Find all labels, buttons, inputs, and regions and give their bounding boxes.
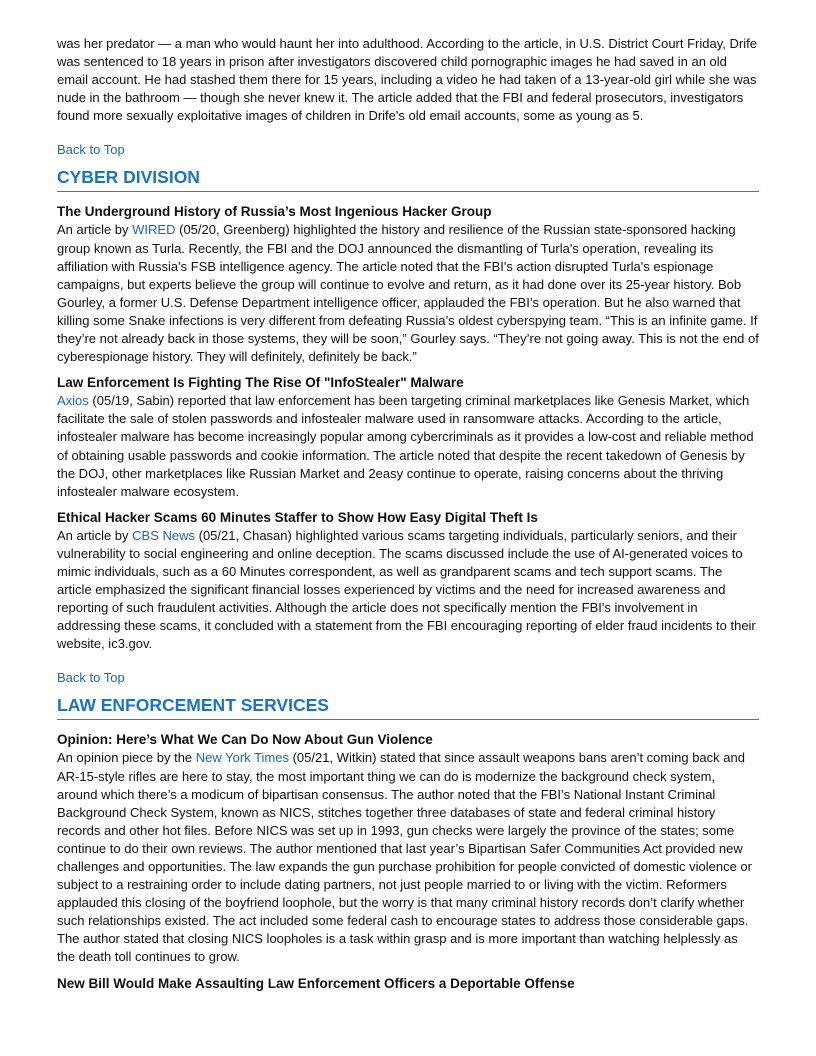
article-text: (05/20, Greenberg) highlighted the history and resilience of the Russian state-sponsored hacking group known as Turla. Recently, the FBI and the DOJ announced the dismantling of Turla's operation, revealing its affiliation with Russia's FSB intelligence agency. The article noted that the FBI's action disrupted Turla's espionage campaigns, but experts believe the group will continue to evolve and return, as it had done over its 25-year history. Bob Gourley, a former U.S. Defense Department intelligence officer, applauded the FBI’s operation. But he also warned that killing some Snake infections is very different from defeating Russia’s oldest cyberspying team. “This is an infinite game. If they’re not already back in those systems, they will be soon,” Gourley says. “They’re not going away. This is not the end of cyberespionage history. They will definitely, definitely be back.”	[57, 222, 759, 365]
article-infostealer	[57, 374, 759, 501]
back-to-top-link[interactable]: Back to Top	[57, 670, 125, 686]
source-link-new-york-times[interactable]: New York Times	[195, 750, 289, 766]
article-headline: Ethical Hacker Scams 60 Minutes Staffer to Show How Easy Digital Theft Is	[57, 509, 538, 525]
article-headline: The Underground History of Russia’s Most Ingenious Hacker Group	[57, 204, 492, 220]
source-link-cbs-news[interactable]: CBS News	[132, 527, 196, 543]
article-body	[57, 527, 759, 654]
article-text: (05/19, Sabin) reported that law enforcement has been targeting criminal marketplaces like Genesis Market, which facilitate the sale of stolen passwords and infostealer malware used in ransomware attacks. According to the article, infostealer malware has become increasingly popular among cybercriminals as it provides a low-cost and reliable method of obtaining usable passwords and cookie information. The article noted that despite the recent takedown of Genesis by the DOJ, other marketplaces like Russian Market and 2easy continue to operate, raising concerns about the thriving infostealer malware ecosystem.	[57, 393, 754, 499]
article-text: (05/21, Chasan) highlighted various scams targeting individuals, particularly seniors, and their vulnerability to social engineering and online deception. The scams discussed include the use of AI-generated voices to mimic individuals, such as a 60 Minutes correspondent, as well as grandparent scams and tech support scams. The article emphasized the significant financial losses experienced by victims and the need for increased awareness and reporting of such fraudulent activities. Although the article does not specifically mention the FBI's involvement in addressing these scams, it concluded with a statement from the FBI encouraging reporting of elder fraud incidents to their website, ic3.gov.	[57, 527, 756, 652]
back-to-top-link[interactable]: Back to Top	[57, 142, 125, 158]
article-headline: Law Enforcement Is Fighting The Rise Of "InfoStealer" Malware	[57, 375, 464, 391]
article-turla	[57, 203, 759, 366]
article-lead: An opinion piece by the	[57, 750, 196, 766]
article-body	[57, 221, 759, 366]
article-deportable-offense	[57, 975, 759, 993]
section-title-law-enforcement-services: LAW ENFORCEMENT SERVICES	[57, 693, 759, 720]
source-link-wired[interactable]: WIRED	[132, 222, 176, 238]
article-text: (05/21, Witkin) stated that since assault weapons bans aren’t coming back and AR-15-style rifles are here to stay, the most important thing we can do is modernize the background check system, around which there’s a modicum of bipartisan consensus. The author noted that the FBI’s National Instant Criminal Background Check System, known as NICS, stitches together three databases of state and federal criminal history records and other hot files. Before NICS was set up in 1993, gun checks were largely the province of the states; some continue to do their own reviews. The author mentioned that last year’s Bipartisan Safer Communities Act provided new challenges and opportunities. The law expands the gun purchase prohibition for people convicted of domestic violence or subject to a restraining order to include dating partners, not just people married to or living with the victim. Reformers applauded this closing of the boyfriend loophole, but the worry is that many criminal history records don’t clarify whether such relationships existed. The act included some federal cash to encourage states to address those considerable gaps. The author stated that closing NICS loopholes is a task within grasp and is more important than watching helplessly as the death toll continues to grow.	[57, 750, 752, 965]
article-body	[57, 392, 759, 501]
article-body	[57, 749, 759, 966]
article-headline: New Bill Would Make Assaulting Law Enforcement Officers a Deportable Offense	[57, 975, 575, 991]
section-title-cyber-division: CYBER DIVISION	[57, 165, 759, 192]
article-lead: An article by	[57, 527, 133, 543]
article-headline: Opinion: Here’s What We Can Do Now About Gun Violence	[57, 732, 433, 748]
article-lead: An article by	[57, 222, 133, 238]
article-ethical-hacker	[57, 509, 759, 654]
intro-paragraph: was her predator — a man who would haunt her into adulthood. According to the article, in U.S. District Court Friday, Drife was sentenced to 18 years in prison after investigators discovered child pornographic images he had saved in an old email account. He had stashed them there for 15 years, including a video he had taken of a 13-year-old girl while she was nude in the bathroom — though she never knew it. The article added that the FBI and federal prosecutors, investigators found more sexually exploitative images of children in Drife's old email accounts, some as young as 5.	[57, 36, 757, 124]
source-link-axios[interactable]: Axios	[57, 393, 89, 409]
article-gun-violence	[57, 731, 759, 966]
